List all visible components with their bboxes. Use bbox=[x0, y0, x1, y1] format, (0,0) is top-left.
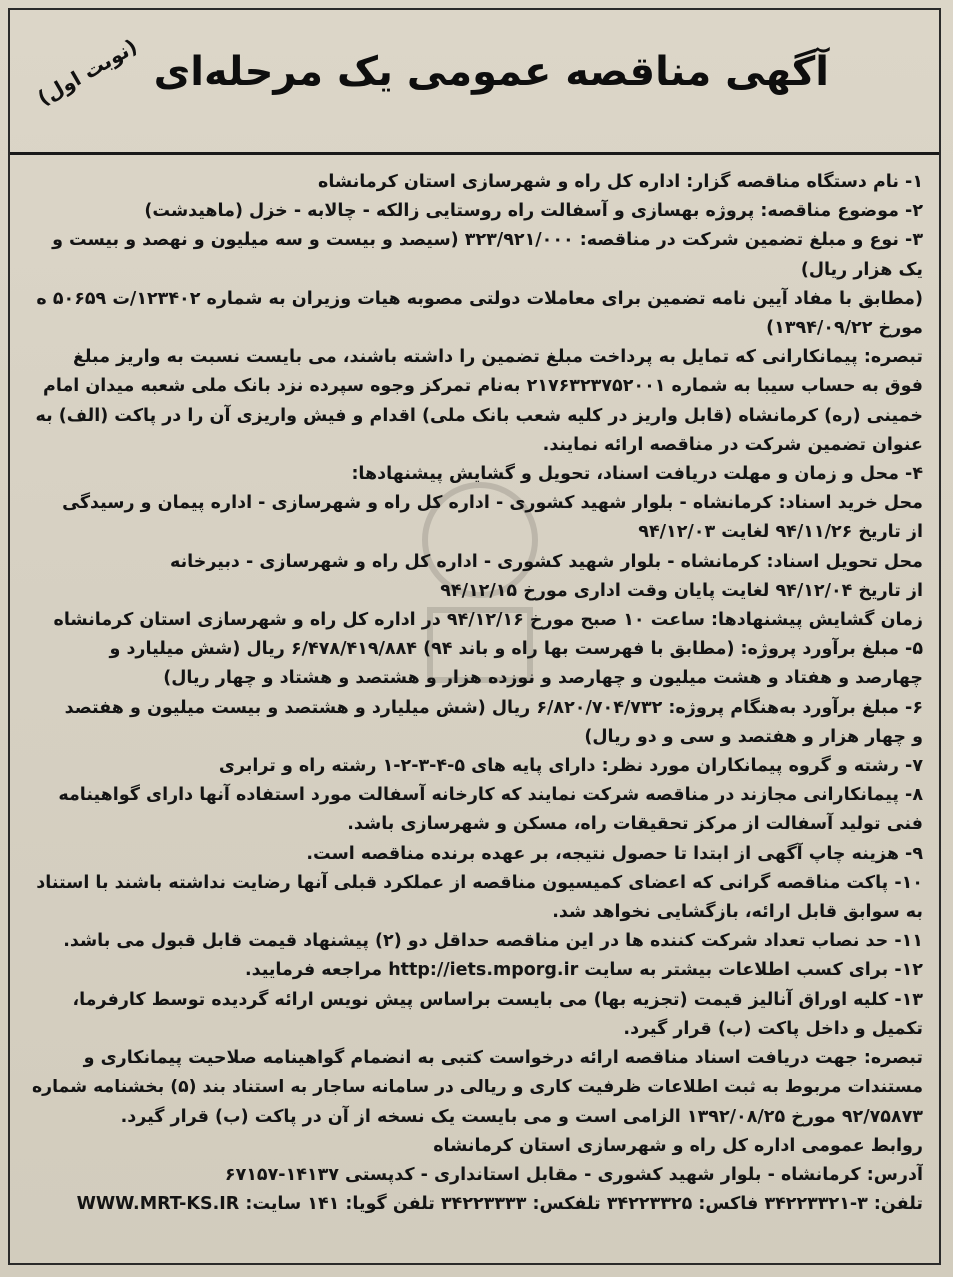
ad-line: از تاریخ ۹۴/۱۱/۲۶ لغایت ۹۴/۱۲/۰۳ bbox=[638, 522, 923, 543]
ad-line: فوق به حساب سیبا به شماره ۲۱۷۶۳۲۳۷۵۲۰۰۱ به‌نام تمرکز وجوه سپرده نزد بانک ملی شعبه میدان امام bbox=[43, 376, 923, 397]
ad-line: عنوان تضمین شرکت در مناقصه ارائه نمایند. bbox=[542, 434, 923, 455]
ad-line: یک هزار ریال) bbox=[800, 259, 923, 280]
ad-line: ۵- مبلغ برآورد پروژه: (مطابق با فهرست بها راه و باند ۹۴) ۶/۴۷۸/۴۱۹/۸۸۴ ریال (شش میلیارد و bbox=[109, 639, 923, 660]
ad-line: محل تحویل اسناد: کرمانشاه - بلوار شهید کشوری - اداره کل راه و شهرسازی - دبیرخانه bbox=[169, 551, 923, 572]
ad-line: روابط عمومی اداره کل راه و شهرسازی استان کرمانشاه bbox=[433, 1135, 923, 1156]
ad-line: زمان گشایش پیشنهادها: ساعت ۱۰ صبح مورخ ۹۴/۱۲/۱۶ در اداره کل راه و شهرسازی استان کرمانشاه bbox=[53, 610, 923, 631]
ad-line: تبصره: جهت دریافت اسناد مناقصه ارائه درخواست کتبی به انضمام گواهینامه صلاحیت پیمانکاری و bbox=[83, 1048, 923, 1069]
ad-line: تبصره: پیمانکارانی که تمایل به پرداخت مبلغ تضمین را داشته باشند، می بایست نسبت به واریز مبلغ bbox=[72, 347, 923, 368]
ad-line: خمینی (ره) کرمانشاه (قابل واریز در کلیه شعب بانک ملی) اقدام و فیش واریزی آن را در پاکت (الف) به bbox=[35, 405, 923, 426]
ad-line: به سوابق قابل ارائه، بازگشایی نخواهد شد. bbox=[552, 902, 923, 923]
ad-line: فنی تولید آسفالت از مرکز تحقیقات راه، مسکن و شهرسازی باشد. bbox=[347, 814, 923, 835]
ad-line: (مطابق با مفاد آیین نامه تضمین برای معاملات دولتی مصوبه هیات وزیران به شماره ۱۲۳۴۰۲/ت ۵۰۶۵۹ ه bbox=[36, 288, 923, 309]
ad-line: ۸- پیمانکارانی مجازند در مناقصه شرکت نمایند که کارخانه آسفالت مورد استفاده آنها دارای گواهینامه bbox=[58, 785, 923, 806]
ad-line: ۶- مبلغ برآورد به‌هنگام پروژه: ۶/۸۲۰/۷۰۴/۷۳۲ ریال (شش میلیارد و هشتصد و بیست میلیون و هفتصد bbox=[64, 697, 923, 718]
ad-line: و چهار هزار و هفتصد و سی و دو ریال) bbox=[584, 726, 923, 747]
ad-line: ۱۳- کلیه اوراق آنالیز قیمت (تجزیه بها) می بایست براساس پیش نویس ارائه گردیده توسط کارفرما، bbox=[72, 989, 923, 1010]
ad-line: چهارصد و هفتاد و هشت میلیون و چهارصد و نوزده هزار و هشتصد و هشتاد و چهار ریال) bbox=[163, 668, 923, 689]
round-label: (نوبت اول) bbox=[33, 33, 142, 111]
ad-line: مورخ ۱۳۹۴/۰۹/۲۲) bbox=[766, 318, 923, 339]
ad-line: ۹- هزینه چاپ آگهی از ابتدا تا حصول نتیجه، بر عهده برنده مناقصه است. bbox=[306, 843, 923, 864]
ad-line: از تاریخ ۹۴/۱۲/۰۴ لغایت پایان وقت اداری مورخ ۹۴/۱۲/۱۵ bbox=[440, 580, 923, 601]
ad-line: ۷- رشته و گروه پیمانکاران مورد نظر: دارای پایه های ۵-۴-۳-۲-۱ رشته راه و ترابری bbox=[218, 756, 923, 777]
ad-header bbox=[10, 10, 939, 155]
ad-line: تلفن: ۳-۳۴۲۲۳۳۲۱ فاکس: ۳۴۲۲۳۳۲۵ تلفکس: ۳۴۲۲۳۳۳۳ تلفن گویا: ۱۴۱ سایت: WWW.MRT-KS.IR bbox=[76, 1194, 923, 1215]
ad-line: ۹۲/۷۵۸۷۳ مورخ ۱۳۹۲/۰۸/۲۵ الزامی است و می بایست یک نسخه از آن در پاکت (ب) قرار گیرد. bbox=[120, 1106, 923, 1127]
ad-line: آدرس: کرمانشاه - بلوار شهید کشوری - مقابل استانداری - کدپستی ۱۴۱۳۷-۶۷۱۵۷ bbox=[224, 1164, 923, 1185]
ad-line: ۱۰- پاکت مناقصه گرانی که اعضای کمیسیون مناقصه از عملکرد قبلی آنها رضایت نداشته باشند با استناد bbox=[36, 872, 923, 893]
ad-body bbox=[30, 168, 923, 1219]
ad-line: ۱۲- برای کسب اطلاعات بیشتر به سایت http://iets.mporg.ir مراجعه فرمایید. bbox=[244, 960, 923, 981]
ad-line: تکمیل و داخل پاکت (ب) قرار گیرد. bbox=[623, 1018, 923, 1039]
ad-title: آگهی مناقصه عمومی یک مرحله‌ای bbox=[153, 49, 829, 95]
ad-line: ۴- محل و زمان و مهلت دریافت اسناد، تحویل و گشایش پیشنهادها: bbox=[351, 464, 923, 485]
ad-line: محل خرید اسناد: کرمانشاه - بلوار شهید کشوری - اداره کل راه و شهرسازی - اداره پیمان و رسیدگی bbox=[62, 493, 923, 514]
ad-line: ۱۱- حد نصاب تعداد شرکت کننده ها در این مناقصه حداقل دو (۲) پیشنهاد قیمت قابل قبول می باشد. bbox=[63, 931, 923, 952]
ad-line: مستندات مربوط به ثبت اطلاعات ظرفیت کاری و ریالی در سامانه ساجار به استناد بند (۵) بخشنامه شماره bbox=[31, 1077, 923, 1098]
ad-line: ۲- موضوع مناقصه: پروژه بهسازی و آسفالت راه روستایی زالکه - چالابه - خزل (ماهیدشت) bbox=[144, 201, 923, 222]
ad-line: ۱- نام دستگاه مناقصه گزار: اداره کل راه و شهرسازی استان کرمانشاه bbox=[318, 172, 923, 192]
ad-line: ۳- نوع و مبلغ تضمین شرکت در مناقصه: ۳۲۳/۹۲۱/۰۰۰ (سیصد و بیست و سه میلیون و نهصد و بیست و bbox=[52, 230, 923, 251]
